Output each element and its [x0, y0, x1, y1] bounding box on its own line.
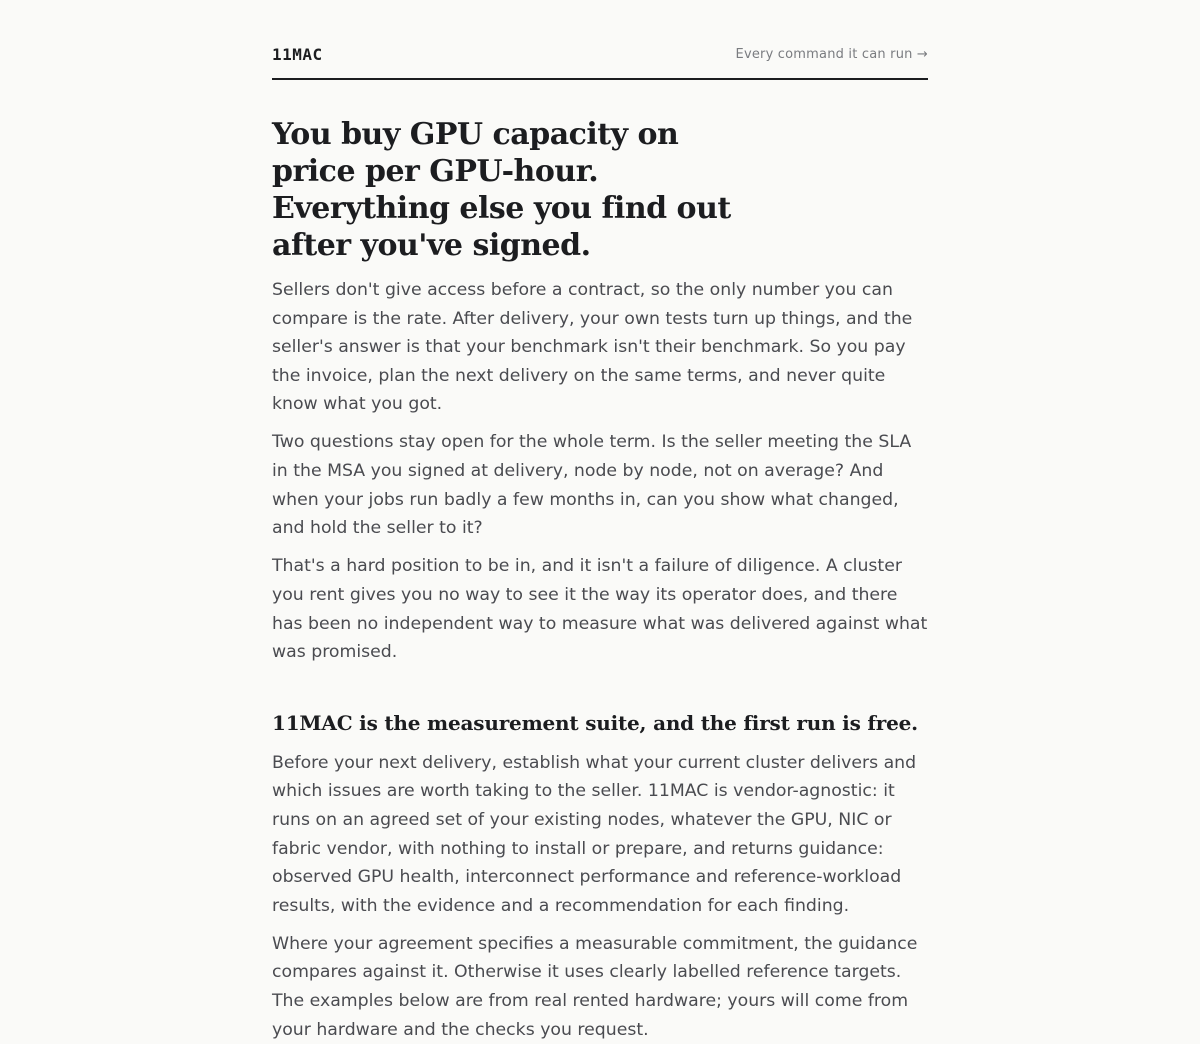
- commands-link[interactable]: Every command it can run →: [735, 46, 928, 62]
- hero-paragraph-3: That's a hard position to be in, and it isn't a failure of diligence. A cluster you rent gives you no way to see it the way its operator does, and there has been no independent way to measure what was delivered against what was promised.: [272, 556, 928, 663]
- site-header: [272, 43, 928, 80]
- hero-title: You buy GPU capacity on price per GPU-hour. Everything else you find out after you've signed.: [272, 117, 731, 263]
- page-content: [272, 0, 928, 1044]
- brand-logo[interactable]: 11MAC: [272, 44, 323, 64]
- section-paragraph-1: Before your next delivery, establish what your current cluster delivers and which issues are worth taking to the seller. 11MAC is vendor-agnostic: it runs on an agreed set of your existing nodes, whatever the GPU, NIC or fabric vendor, with nothing to install or prepare, and returns guidance: observed GPU health, interconnect performance and reference-workload results, with the evidence and a recommendation for each finding.: [272, 752, 917, 916]
- hero-paragraph-2: Two questions stay open for the whole term. Is the seller meeting the SLA in the MSA you signed at delivery, node by node, not on average? And when your jobs run badly a few months in, can you show what changed, and hold the seller to it?: [272, 432, 912, 539]
- section-paragraph-2: Where your agreement specifies a measurable commitment, the guidance compares against it. Otherwise it uses clearly labelled reference targets. The examples below are from real rented hardware; yours will come from your hardware and the checks you request.: [272, 933, 918, 1040]
- hero-paragraph-1: Sellers don't give access before a contract, so the only number you can compare is the rate. After delivery, your own tests turn up things, and the seller's answer is that your benchmark isn't their benchmark. So you pay the invoice, plan the next delivery on the same terms, and never quite know what you got.: [272, 280, 913, 415]
- section-heading: 11MAC is the measurement suite, and the first run is free.: [272, 710, 918, 735]
